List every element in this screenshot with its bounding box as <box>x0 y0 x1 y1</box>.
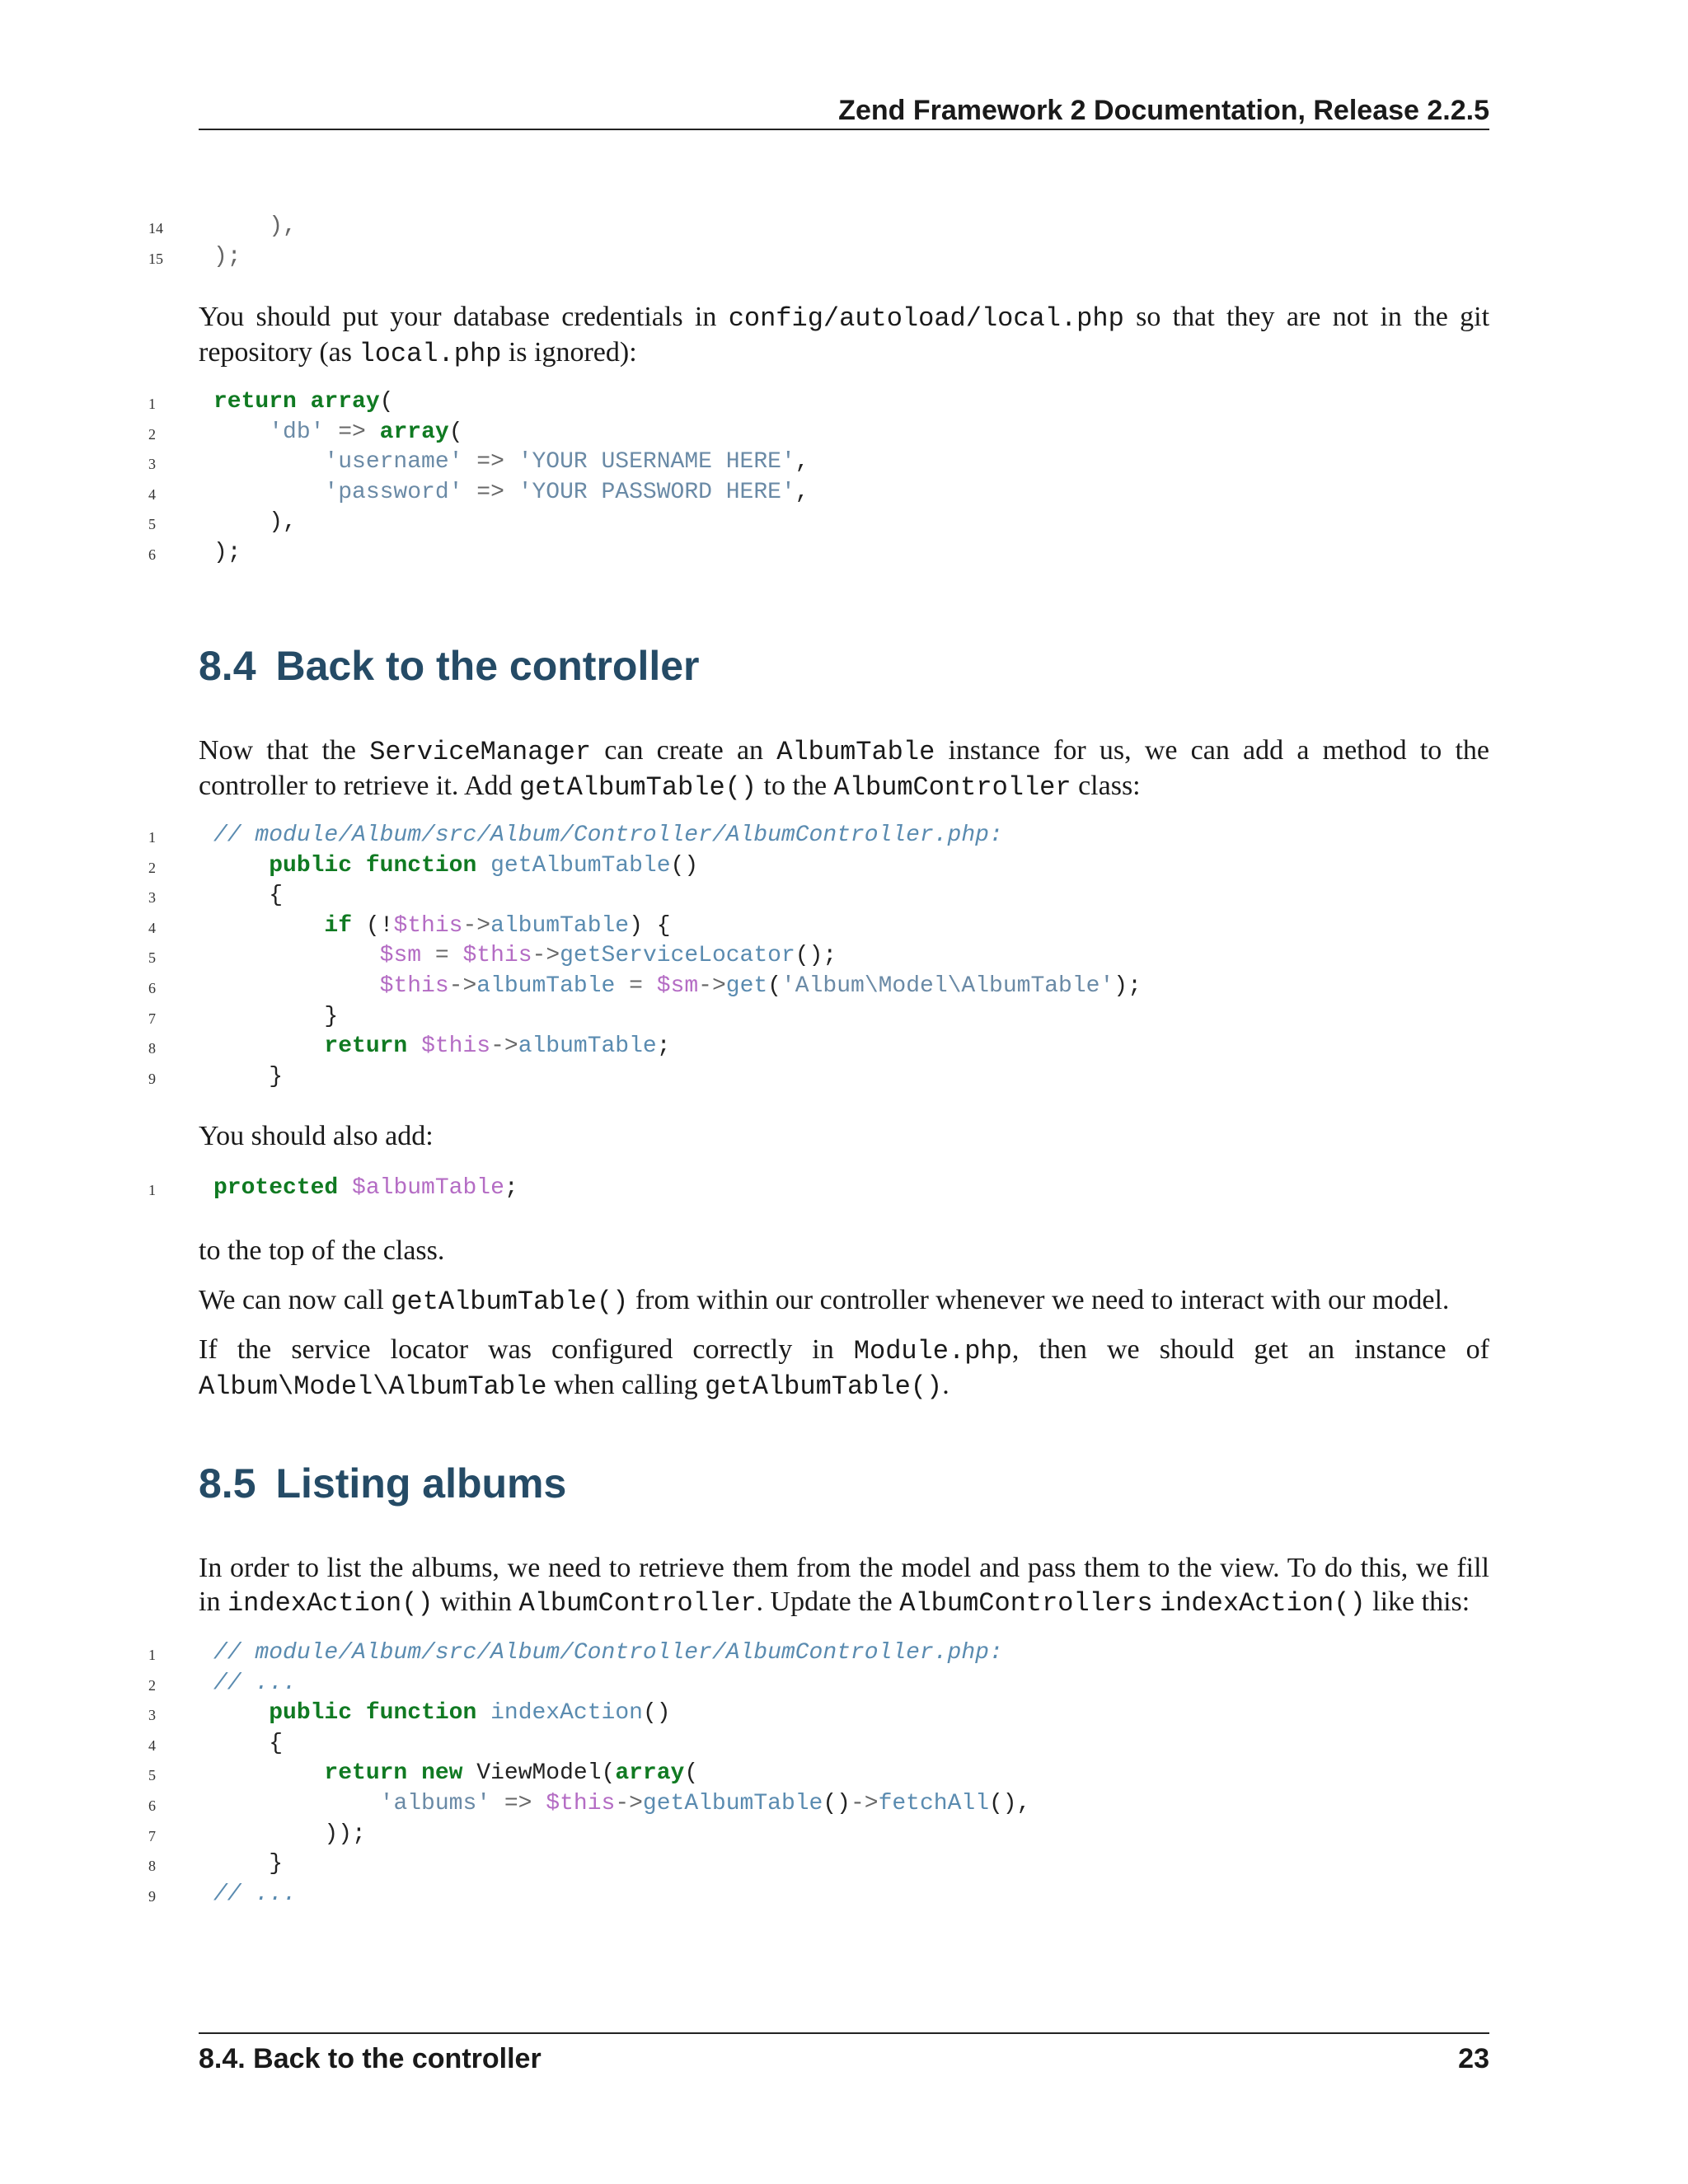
code-text: ), <box>269 213 297 239</box>
paragraph: We can now call getAlbumTable() from within our controller whenever we need to interact with our model. <box>199 1285 1450 1317</box>
section-heading <box>199 641 700 691</box>
line-number: 2 <box>148 859 156 876</box>
line-number: 5 <box>148 1767 156 1784</box>
paragraph: You should also add: <box>199 1121 434 1151</box>
code-text: { <box>213 883 284 909</box>
line-number: 2 <box>148 1676 156 1694</box>
code-text: $this->albumTable = $sm->get('Album\Model\AlbumTable'); <box>379 972 1142 999</box>
line-number: 1 <box>148 1182 156 1198</box>
line-number: 8 <box>148 1858 156 1875</box>
line-number: 1 <box>148 1647 156 1663</box>
line-number: 3 <box>148 1707 156 1724</box>
line-number: 7 <box>148 1010 156 1027</box>
section-number: 8.5 <box>199 1460 256 1507</box>
running-footer <box>199 2032 1489 2083</box>
line-number: 1 <box>148 396 156 412</box>
line-number: 9 <box>148 1887 156 1905</box>
code-text: 'username' => 'YOUR USERNAME HERE', <box>324 449 809 476</box>
code-text: ); <box>213 243 241 269</box>
paragraph: You should put your database credentials in config/autoload/local.php so that they are not in the git repository (as local.php is ignored): <box>199 302 1490 369</box>
code-text: } <box>213 1063 284 1090</box>
line-number: 6 <box>148 546 156 563</box>
page-number: 23 <box>1458 2043 1489 2074</box>
paragraph: Now that the ServiceManager can create an AlbumTable instance for us, we can add a method to the controller to retrieve it. Add getAlbumTable() to the AlbumController class: <box>199 735 1489 803</box>
code-text: ), <box>213 509 297 536</box>
section-title: Listing albums <box>275 1460 567 1507</box>
code-comment: // module/Album/src/Album/Controller/AlbumController.php: <box>213 1640 1003 1666</box>
code-text: return $this->albumTable; <box>324 1033 671 1060</box>
paragraph: If the service locator was configured correctly in Module.php, then we should get an instance of Album\Model\AlbumTable when calling getAlbumTable(). <box>199 1334 1489 1402</box>
line-number: 1 <box>148 829 156 846</box>
line-number: 14 <box>148 220 163 237</box>
code-comment: // ... <box>213 1670 297 1696</box>
code-text: public function indexAction() <box>269 1700 671 1727</box>
code-text: } <box>213 1851 284 1877</box>
code-text: } <box>213 1003 339 1029</box>
code-text: ); <box>213 539 241 565</box>
line-number: 3 <box>148 889 156 907</box>
code-text: protected $albumTable; <box>213 1175 518 1201</box>
line-number: 4 <box>148 485 156 503</box>
section-number: 8.4 <box>199 643 256 689</box>
code-text: $sm = $this->getServiceLocator(); <box>379 943 837 969</box>
code-comment: // module/Album/src/Album/Controller/AlbumController.php: <box>213 823 1003 848</box>
code-text: { <box>213 1730 284 1756</box>
line-number: 6 <box>148 1797 156 1814</box>
paragraph: In order to list the albums, we need to retrieve them from the model and pass them to the view. To do this, we fill in indexAction() within AlbumController. Update the AlbumControllers indexAction() like this: <box>199 1553 1489 1619</box>
line-number: 3 <box>148 456 156 473</box>
line-number: 4 <box>148 919 156 936</box>
code-text: 'db' => array( <box>269 419 463 445</box>
line-number: 5 <box>148 949 156 967</box>
footer-section: 8.4. Back to the controller <box>199 2043 542 2074</box>
line-number: 9 <box>148 1070 156 1087</box>
code-text: )); <box>213 1821 366 1847</box>
code-text: if (!$this->albumTable) { <box>324 912 671 939</box>
running-header: Zend Framework 2 Documentation, Release 2.2.5 <box>199 91 1489 130</box>
line-number: 2 <box>148 425 156 443</box>
line-number: 7 <box>148 1827 156 1844</box>
line-number: 5 <box>148 516 156 533</box>
line-number: 4 <box>148 1736 156 1754</box>
section-heading <box>199 1459 566 1508</box>
line-number: 8 <box>148 1040 156 1057</box>
paragraph: to the top of the class. <box>199 1235 445 1266</box>
code-text: 'albums' => $this->getAlbumTable()->fetchAll(), <box>379 1790 1031 1816</box>
code-text: public function getAlbumTable() <box>269 852 699 879</box>
code-text: return array( <box>213 389 394 415</box>
code-comment: // ... <box>213 1881 297 1907</box>
line-number: 6 <box>148 979 156 996</box>
code-text: return new ViewModel(array( <box>324 1760 699 1787</box>
line-number: 15 <box>148 250 163 267</box>
section-title: Back to the controller <box>275 643 700 689</box>
code-text: 'password' => 'YOUR PASSWORD HERE', <box>324 479 809 505</box>
